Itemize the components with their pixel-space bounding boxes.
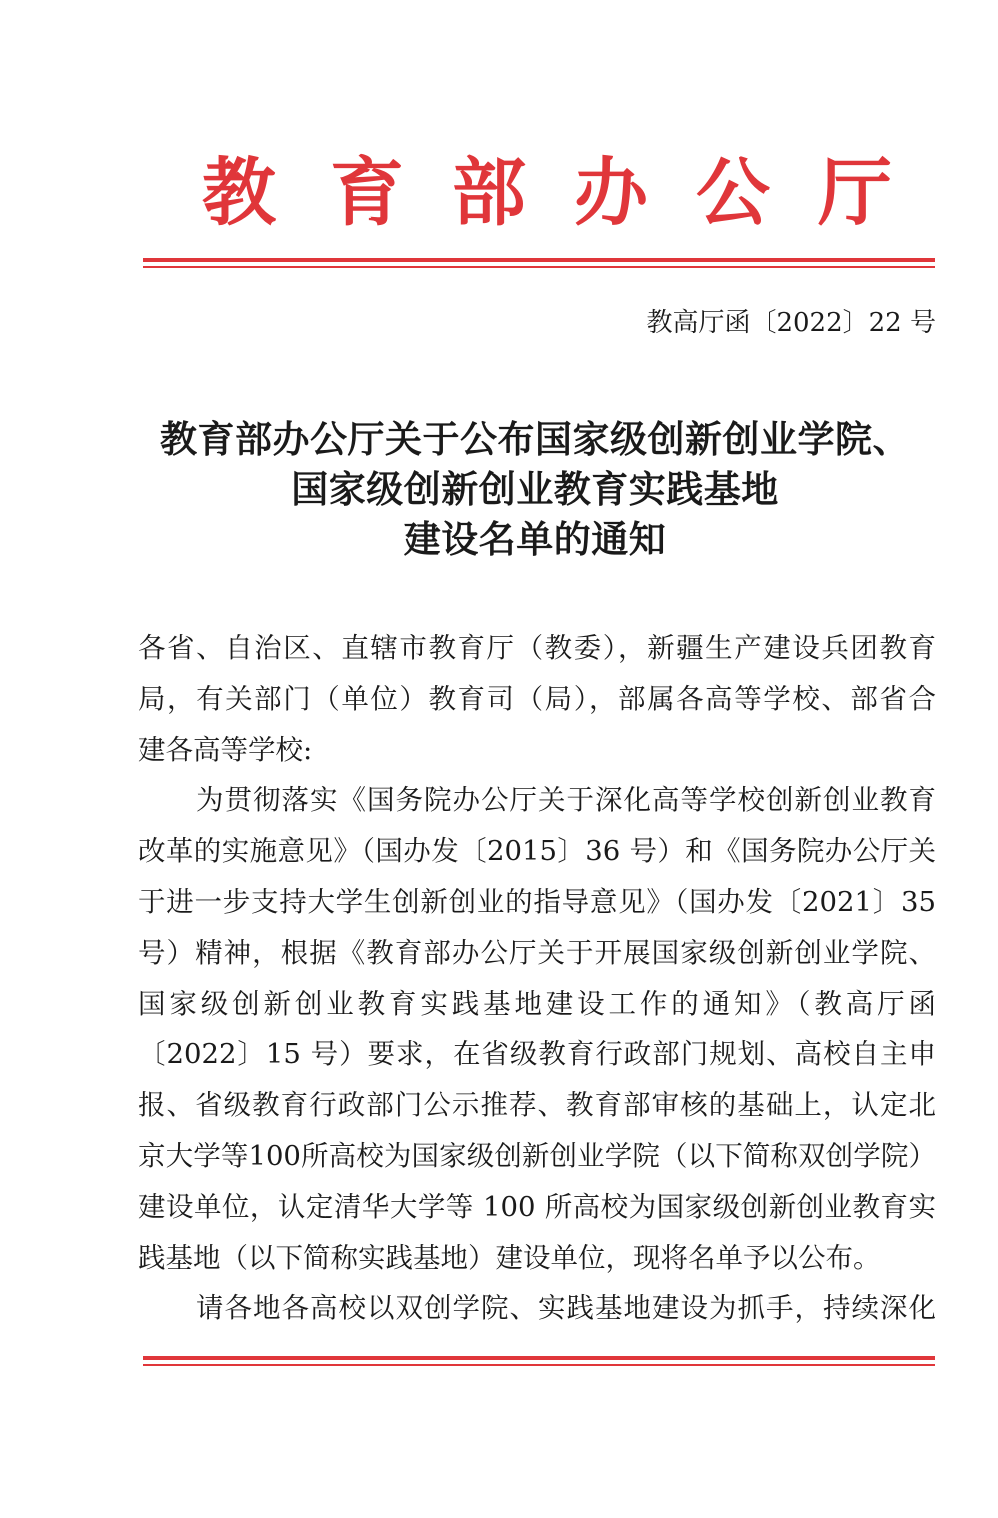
masthead-rule-thin [143, 266, 935, 268]
body-line: 于进一步支持大学生创新创业的指导意见》（国办发〔2021〕35 [138, 886, 936, 918]
body-line: 京大学等100所高校为国家级创新创业学院（以下简称双创学院） [138, 1140, 936, 1172]
footer-rule-thick [143, 1356, 935, 1360]
body-line: 为贯彻落实《国务院办公厅关于深化高等学校创新创业教育 [196, 784, 936, 816]
masthead-rule-thick [143, 258, 935, 262]
body-line: 〔2022〕15 号）要求，在省级教育行政部门规划、高校自主申 [138, 1038, 936, 1070]
body-line: 报、省级教育行政部门公示推荐、教育部审核的基础上，认定北 [138, 1089, 936, 1121]
body-line: 各省、自治区、直辖市教育厅（教委），新疆生产建设兵团教育 [138, 632, 936, 664]
body-line: 建各高等学校: [138, 734, 313, 766]
masthead-char: 部 [452, 150, 526, 236]
body-line: 国家级创新创业教育实践基地建设工作的通知》（教高厅函 [138, 988, 936, 1020]
title-line: 建设名单的通知 [403, 517, 667, 561]
title-line: 国家级创新创业教育实践基地 [291, 467, 779, 511]
body-line: 践基地（以下简称实践基地）建设单位，现将名单予以公布。 [138, 1242, 881, 1274]
body-line: 号）精神，根据《教育部办公厅关于开展国家级创新创业学院、 [138, 937, 936, 969]
masthead-char: 厅 [818, 150, 892, 236]
document-title [120, 414, 950, 564]
document-number: 教高厅函〔2022〕22 号 [646, 308, 936, 338]
masthead-char: 教 [202, 150, 276, 236]
body-line: 请各地各高校以双创学院、实践基地建设为抓手，持续深化 [196, 1292, 936, 1324]
issuer-masthead [140, 148, 940, 238]
body-line: 建设单位，认定清华大学等 100 所高校为国家级创新创业教育实 [138, 1191, 936, 1223]
title-line: 教育部办公厅关于公布国家级创新创业学院、 [160, 417, 910, 461]
masthead-char: 育 [330, 150, 404, 236]
masthead-char: 公 [696, 150, 770, 236]
body-line: 改革的实施意见》（国办发〔2015〕36 号）和《国务院办公厅关 [138, 835, 936, 867]
body-line: 局，有关部门（单位）教育司（局），部属各高等学校、部省合 [138, 683, 936, 715]
footer-rule-thin [143, 1364, 935, 1366]
masthead-char: 办 [574, 150, 648, 236]
